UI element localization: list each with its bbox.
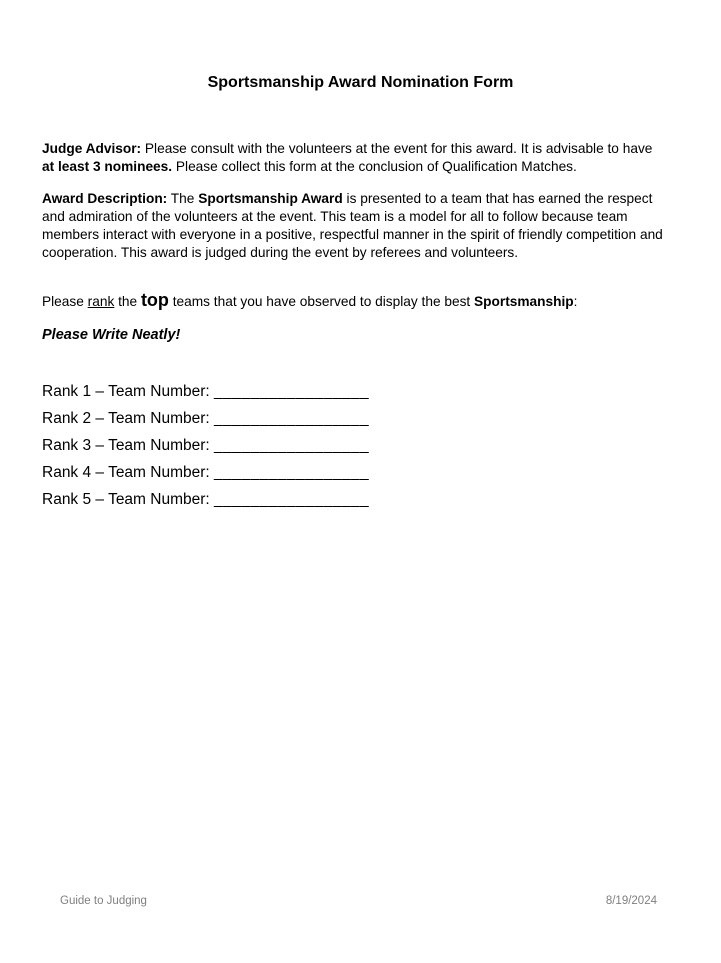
rank-instruction-text-1: Please (42, 293, 88, 309)
page-title: Sportsmanship Award Nomination Form (207, 73, 514, 91)
rank-instruction-bold: Sportsmanship (474, 293, 574, 309)
rank-1-blank: _________________ (214, 383, 370, 400)
rank-5-label: Rank 5 – Team Number: (42, 491, 215, 508)
award-description-text-2: is presented to a team that has earned the respect and admiration of the volunteers at the event. This team is a model for all to follow because team members interact with everyone in a positive, respectful manner in the spirit of friendly competition and cooperation. This award is judged during the event by referees and volunteers. (42, 190, 663, 260)
judge-advisor-text-2: Please collect this form at the conclusion of Qualification Matches. (172, 158, 577, 174)
rank-field-row-3 (42, 432, 369, 459)
judge-advisor-paragraph (42, 140, 665, 176)
rank-2-blank: _________________ (214, 410, 370, 427)
rank-2-label: Rank 2 – Team Number: (42, 410, 215, 427)
judge-advisor-label: Judge Advisor: (42, 140, 142, 156)
rank-3-blank: _________________ (214, 437, 370, 454)
rank-instruction-text-2: the (114, 293, 141, 309)
rank-instruction-underlined: rank (87, 293, 115, 309)
award-description-label: Award Description: (42, 190, 168, 206)
page-footer (60, 894, 657, 908)
rank-instruction-text-3: teams that you have observed to display the best (168, 293, 475, 309)
rank-list (42, 378, 369, 513)
award-description-bold-1: Sportsmanship Award (198, 190, 343, 206)
rank-1-label: Rank 1 – Team Number: (42, 383, 215, 400)
rank-field-row-1 (42, 378, 369, 405)
rank-3-label: Rank 3 – Team Number: (42, 437, 215, 454)
footer-document-name: Guide to Judging (60, 895, 147, 907)
award-description-paragraph (42, 190, 665, 262)
footer-date: 8/19/2024 (605, 895, 657, 907)
judge-advisor-text-1: Please consult with the volunteers at the event for this award. It is advisable to have (141, 140, 653, 156)
rank-5-blank: _________________ (214, 491, 370, 508)
write-neatly-note: Please Write Neatly! (42, 327, 181, 343)
judge-advisor-bold-1: at least 3 nominees. (42, 158, 173, 174)
rank-instruction-big-bold: top (140, 289, 169, 310)
rank-instruction-text-4: : (573, 293, 578, 309)
rank-4-label: Rank 4 – Team Number: (42, 464, 215, 481)
rank-field-row-5 (42, 486, 369, 513)
rank-4-blank: _________________ (214, 464, 370, 481)
rank-field-row-2 (42, 405, 369, 432)
rank-field-row-4 (42, 459, 369, 486)
rank-instruction (42, 290, 665, 312)
award-description-text-1: The (167, 190, 199, 206)
